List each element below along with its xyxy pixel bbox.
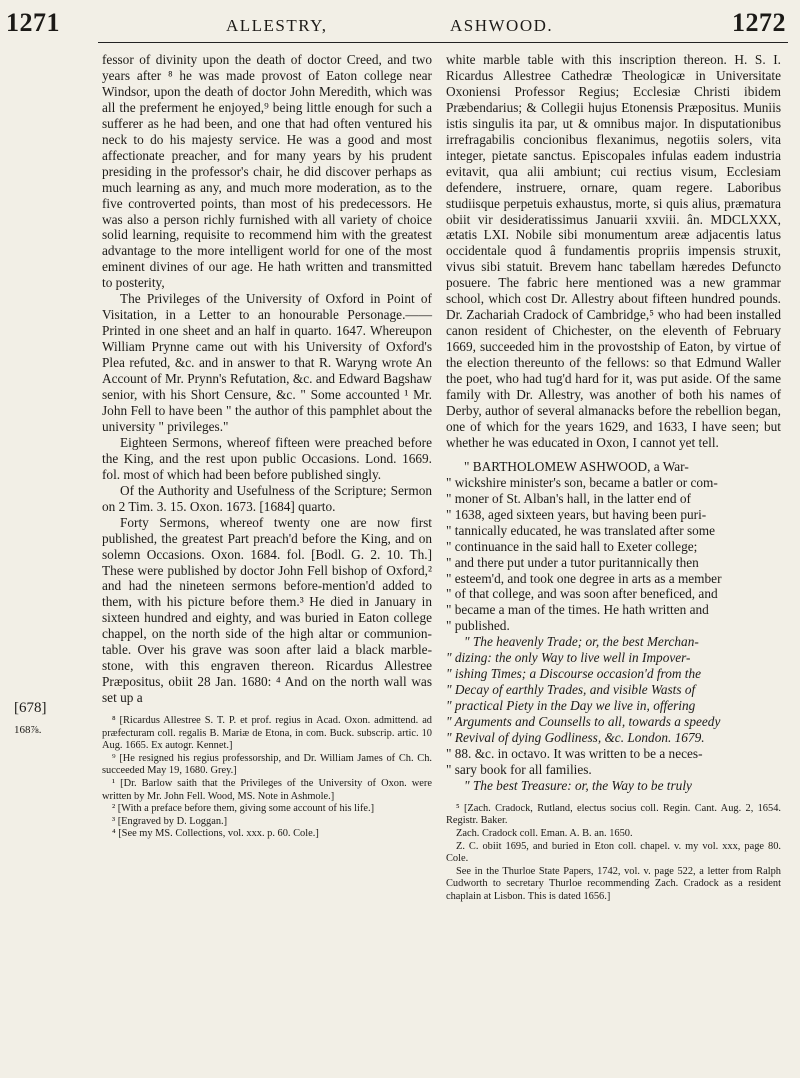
left-column-number: 1271 [6,8,60,37]
quote-line: " The best Treasure: or, the Way to be truly [464,777,692,793]
quote-line: " wickshire minister's son, became a batler or com- [446,474,718,490]
left-running-title: ALLESTRY, [226,16,328,35]
quote-line: " became a man of the times. He hath written and [446,602,709,618]
right-column-number: 1272 [732,8,786,37]
right-column [446,52,781,904]
paragraph: fessor of divinity upon the death of doctor Creed, and two years after ⁸ he was made provost of Eaton college near Windsor, upon the death of doctor John Meredith, which was all the preferment he enjoyed,⁹ being little enough for such a sufferer as he had been, and one that had often ventured his neck to do his majesty service. He was a good and most affectionate preacher, and for many years by his prudent presiding in the professor's chair, he did discover perhaps as much learning as any, and much more moderation, as to the five controverted points, than most of his predecessors. He was also a person richly furnished with all variety of choice solid learning, requisite to recommend him with the greatest advantage to the more intelligent world for one of the most eminent divines of our age. He hath written and transmitted to posterity, [102,52,432,291]
footnote: ¹ [Dr. Barlow saith that the Privileges of the University of Oxon. were written by Mr. John Fell. Wood, MS. Note in Ashmole.] [102,778,432,802]
quote-line: " continuance in the said hall to Exeter college; [446,538,698,554]
margin-year: 168⅞. [14,724,42,736]
footnote: ⁴ [See my MS. Collections, vol. xxx. p. 60. Cole.] [112,828,319,840]
footnote: ⁵ [Zach. Cradock, Rutland, electus socius coll. Regin. Cant. Aug. 2, 1654. Registr. Baker. [446,802,781,827]
left-column-body [102,52,432,706]
paragraph: white marble table with this inscription thereon. H. S. I. Ricardus Allestree Cathedræ Theologicæ in Universitate Oxoniensi Professor Regius; Ecclesiæ Christi ibidem Præbendarius; & Collegii hujus Etonensis Præpositus. Muniis istis singulis ita par, ut & omnibus major. In disputationibus irrefragabilis concionibus flexanimus, negotiis solers, vita integer, pietate sanctus. Episcopales infulas eadem industria evitavit, qua alii ambiunt; cui rectius visum, Ecclesiam defendere, instruere, ornare, quam regere. Laboribus studiisque perpetuis exhaustus, morte, si quis alius, præmatura obiit vir desideratissimus Januarii xxviii. ân. MDCLXXX, ætatis LXI. Nobile sibi monumentum areæ adjacentis latus occidentale quod â fundamentis propriis impensis struxit, vivus sibi statuit. Brevem hanc tabellam hæredes Defuncto posuere. The fabric here mentioned was a new grammar school, which cost Dr. Allestry about fifteen hundred pounds. Dr. Zachariah Cradock of Cambridge,⁵ who had been installed canon resident of Chichester, on the eleventh of February 1669, succeeded him in the provostship of Eaton, by virtue of the election thereunto of the fellows: so that Edmund Waller the poet, who had tug'd hard for it, was put aside. Of the same family with Dr. Allestry, was another of both his names of Derby, author of several almanacks before the rebellion began, one of which for the years 1629, and 1633, I have seen; but whether he was educated in Oxon, I cannot yet tell. [446,52,781,450]
paragraph: Of the Authority and Usefulness of the Scripture; Sermon on 2 Tim. 3. 15. Oxon. 1673. [1684] quarto. [102,482,432,514]
quote-line: " sary book for all families. [446,761,592,777]
quote-line: " practical Piety in the Day we live in, offering [446,698,696,714]
footnote: See in the Thurloe State Papers, 1742, vol. v. page 522, a letter from Ralph Cudworth to secretary Thurloe recommending Zach. Cradock as a resident chaplain at Lisbon. This is dated 1656.] [446,865,781,902]
footnote: Z. C. obiit 1695, and buried in Eton coll. chapel. v. my vol. xxx, page 80. Cole. [446,840,781,865]
footnote: ² [With a preface before them, giving some account of his life.] [112,803,375,815]
quote-line: " esteem'd, and took one degree in arts as a member [446,570,722,586]
left-column [102,52,432,841]
quote-line: " and there put under a tutor puritannically then [446,554,699,570]
footnote: ³ [Engraved by D. Loggan.] [112,815,228,827]
quote-line: " 1638, aged sixteen years, but having been puri- [446,506,707,522]
margin-page-ref: [678] [14,700,47,716]
quote-line: " dizing: the only Way to live well in Impover- [446,650,691,666]
right-running-title: ASHWOOD. [450,16,554,35]
quote-line: " published. [446,618,510,634]
right-footnotes [446,803,781,904]
quote-line: " 88. &c. in octavo. It was written to be a neces- [446,745,703,761]
quote-line: " ishing Times; a Discourse occasion'd from the [446,666,702,682]
quote-line: " of that college, and was soon after beneficed, and [446,586,718,602]
paragraph: Forty Sermons, whereof twenty one are now first published, the greatest Part preach'd before the King, and on solemn Occasions. Oxon. 1684. fol. [Bodl. G. 2. 10. Th.] These were published by doctor John Fell bishop of Oxford,² and had the nineteen sermons before-mention'd added to them, with his picture before them.³ He died in January in sixteen hundred and eighty, and was buried in Eaton college chappel, on the north side of the high altar or communion-table. Over his grave was soon after laid a black marble-stone, with this engraven thereon. Ricardus Allestree Præpositus, obiit 28 Jan. 1680: ⁴ And on the north wall was set up a [102,514,432,706]
footnote: ⁸ [Ricardus Allestree S. T. P. et prof. regius in Acad. Oxon. admittend. ad præfecturam coll. regalis B. Mariæ de Etona, in com. Buck. subscrip. artic. 10 Aug. 1665. Ex autogr. Kennet.] [102,715,432,752]
running-head [0,8,800,42]
left-footnotes [102,715,432,841]
quote-line: " The heavenly Trade; or, the best Merchan- [464,634,699,650]
quote-line: " moner of St. Alban's hall, in the latter end of [446,490,691,506]
quote-line: " Arguments and Counsells to all, towards a speedy [446,714,721,730]
quote-line: " Decay of earthly Trades, and visible Wasts of [446,682,696,698]
header-rule [98,42,788,43]
paragraph: Eighteen Sermons, whereof fifteen were preached before the King, and the rest upon public Occasions. Lond. 1669. fol. most of which had been before published singly. [102,434,432,482]
right-column-body [446,52,781,451]
footnote: Zach. Cradock coll. Eman. A. B. an. 1650. [456,828,633,840]
paragraph: The Privileges of the University of Oxford in Point of Visitation, in a Letter to an honourable Personage.——Printed in one sheet and an half in quarto. 1647. Whereupon William Prynne came out with his University of Oxford's Plea refuted, &c. and in answer to that R. Waryng wrote An Account of Mr. Prynn's Refutation, &c. and Edward Bagshaw senior, with his Short Censure, &c. " Some accounted ¹ Mr. John Fell to have been " the author of this pamphlet about the university " privileges." [102,291,432,434]
quote-line: " Revival of dying Godliness, &c. London. 1679. [446,730,705,746]
ashwood-entry [446,459,781,794]
quote-line: " tannically educated, he was translated after some [446,522,716,538]
quote-line: " BARTHOLOMEW ASHWOOD, a War- [464,458,689,474]
footnote: ⁹ [He resigned his regius professorship, and Dr. William James of Ch. Ch. succeeded May 19, 1680. Grey.] [102,752,432,777]
